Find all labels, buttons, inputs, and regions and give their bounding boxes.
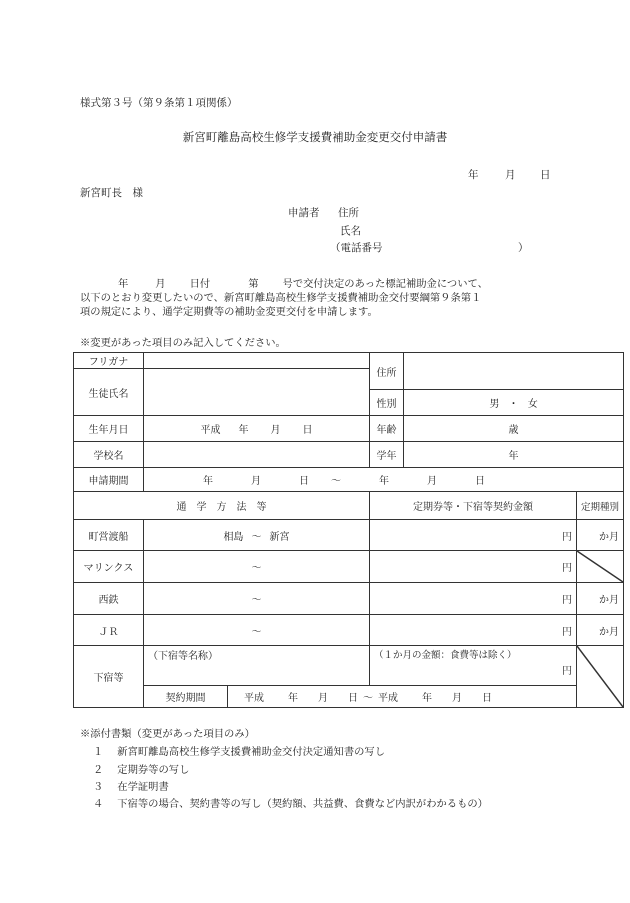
student-address-field[interactable] <box>404 353 624 390</box>
student-name-field[interactable] <box>144 369 370 416</box>
furigana-field[interactable] <box>144 353 370 369</box>
applicant-phone-open: （電話番号 <box>330 242 383 254</box>
attachment-item: ２ 定期券等の写し <box>93 764 190 776</box>
ferry-pass-type[interactable]: か月 <box>577 520 624 551</box>
ferry-route[interactable]: 相島 ～ 新宮 <box>144 520 370 551</box>
birth-day: 日 <box>302 425 313 436</box>
amount-header: 定期券等・下宿等契約金額 <box>370 492 577 520</box>
nishitetsu-route[interactable]: ～ <box>144 583 370 615</box>
birth-year: 年 <box>238 425 249 436</box>
applicant-label: 申請者 <box>288 207 320 219</box>
age-label: 年齢 <box>370 416 404 442</box>
attachments-heading: ※添付書類（変更があった項目のみ） <box>80 728 255 740</box>
pass-type-header: 定期種別 <box>577 492 624 520</box>
application-period-field[interactable]: 年 月 日 ～ 年 月 日 <box>144 468 624 492</box>
change-details-table <box>73 352 624 708</box>
nishitetsu-amount[interactable]: 円 <box>370 583 577 615</box>
gender-separator: ・ <box>508 399 519 410</box>
applicant-name-label: 氏名 <box>340 225 361 237</box>
school-field[interactable] <box>144 442 370 468</box>
grade-label: 学年 <box>370 442 404 468</box>
gender-options[interactable] <box>404 390 624 416</box>
gender-label: 性別 <box>370 390 404 416</box>
ferry-label: 町営渡船 <box>74 520 144 551</box>
nishitetsu-label: 西鉄 <box>74 583 144 615</box>
paragraph-line-3: 項の規定により、通学定期費等の補助金変更交付を申請します。 <box>80 306 378 318</box>
malinks-label: マリンクス <box>74 551 144 583</box>
lodging-amount-caption: （１か月の金額：食費等は除く） <box>374 650 517 661</box>
lodging-amount-yen: 円 <box>562 666 572 677</box>
applicant-address-label: 住所 <box>338 207 359 219</box>
date-month: 月 <box>505 169 516 181</box>
lodging-label: 下宿等 <box>74 646 144 708</box>
furigana-label: フリガナ <box>74 353 144 369</box>
diagonal-strike <box>577 551 623 582</box>
nishitetsu-pass-type[interactable]: か月 <box>577 583 624 615</box>
addressee: 新宮町長 様 <box>80 187 143 199</box>
jr-label: ＪＲ <box>74 615 144 646</box>
form-number: 様式第３号（第９条第１項関係） <box>80 97 238 109</box>
jr-amount[interactable]: 円 <box>370 615 577 646</box>
ferry-from: 相島 <box>223 531 244 543</box>
malinks-pass-type-na <box>577 551 624 583</box>
paragraph-line-2: 以下のとおり変更したいので、新宮町離島高校生修学支援費補助金交付要綱第９条第１ <box>80 292 482 304</box>
birthdate-field[interactable] <box>144 416 370 442</box>
lodging-name-field[interactable]: （下宿等名称） <box>144 646 370 686</box>
lodging-pass-type-na <box>577 646 624 708</box>
contract-period-label: 契約期間 <box>144 686 228 708</box>
lodging-amount-field[interactable] <box>370 646 577 686</box>
form-title: 新宮町離島高校生修学支援費補助金変更交付申請書 <box>182 130 448 144</box>
gender-female[interactable]: 女 <box>527 399 538 410</box>
contract-period-field[interactable]: 平成 年 月 日 ～ 平成 年 月 日 <box>228 686 577 708</box>
jr-route[interactable]: ～ <box>144 615 370 646</box>
date-day: 日 <box>540 169 551 181</box>
gender-male[interactable]: 男 <box>489 399 500 410</box>
request-paragraph <box>80 277 560 319</box>
ferry-amount[interactable]: 円 <box>370 520 577 551</box>
grade-field[interactable]: 年 <box>404 442 624 468</box>
ferry-to: 新宮 <box>269 531 290 543</box>
jr-pass-type[interactable]: か月 <box>577 615 624 646</box>
age-field[interactable]: 歳 <box>404 416 624 442</box>
attachment-item: ４ 下宿等の場合、契約書等の写し（契約額、共益費、食費など内訳がわかるもの） <box>93 798 488 810</box>
birth-era: 平成 <box>200 425 221 436</box>
birthdate-label: 生年月日 <box>74 416 144 442</box>
diagonal-strike <box>577 646 623 707</box>
attachment-item: ３ 在学証明書 <box>93 781 169 793</box>
malinks-amount[interactable]: 円 <box>370 551 577 583</box>
malinks-route[interactable]: ～ <box>144 551 370 583</box>
commute-header: 通 学 方 法 等 <box>74 492 370 520</box>
date-year: 年 <box>468 169 479 181</box>
attachment-item: １ 新宮町離島高校生修学支援費補助金交付決定通知書の写し <box>93 746 386 758</box>
student-name-label: 生徒氏名 <box>74 369 144 416</box>
student-address-label: 住所 <box>370 353 404 390</box>
application-period-label: 申請期間 <box>74 468 144 492</box>
school-label: 学校名 <box>74 442 144 468</box>
change-note: ※変更があった項目のみ記入してください。 <box>80 337 286 349</box>
applicant-phone-close: ） <box>518 242 529 254</box>
paragraph-line-1: 年 月 日付 第 号で交付決定のあった標記補助金について、 <box>118 278 488 290</box>
birth-month: 月 <box>270 425 281 436</box>
